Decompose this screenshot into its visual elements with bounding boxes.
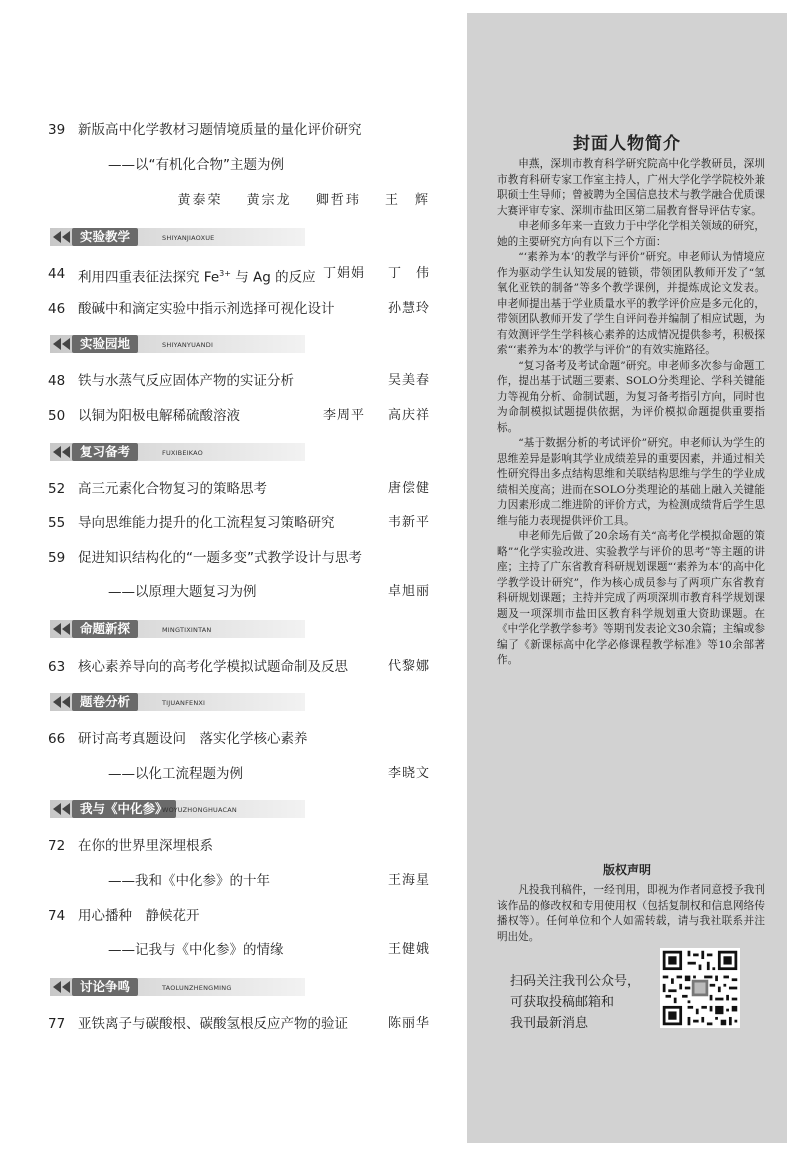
toc-entry-39[interactable] [0, 118, 460, 142]
author: 唐偿健 [387, 481, 430, 496]
toc-entry-48[interactable] [0, 369, 460, 393]
article-title: 用心播种 静候花开 [78, 908, 200, 924]
article-subtitle: ——以原理大题复习为例 [108, 584, 257, 600]
article-title: 导向思维能力提升的化工流程复习策略研究 [78, 515, 335, 531]
article-title: 以铜为阳极电解稀硫酸溶液 [78, 408, 240, 424]
page-number: 44 [48, 266, 66, 282]
author: 丁 伟 [387, 266, 430, 281]
section-header-woyu-zhonghuacan [50, 800, 305, 818]
article-title: 利用四重表征法探究 $Fe^{3+}$ 与 Ag 的反应 [78, 269, 316, 286]
author: 王健娥 [387, 942, 430, 957]
article-title: 新版高中化学教材习题情境质量的量化评价研究 [78, 122, 362, 138]
page-number: 50 [48, 408, 66, 424]
qr-caption: 扫码关注我刊公众号， 可获取投稿邮箱和 我刊最新消息 [510, 974, 641, 1031]
author: 卓旭丽 [387, 584, 430, 599]
page-number: 52 [48, 481, 66, 497]
section-label: 命题新探 [72, 620, 138, 638]
article-subtitle: ——以化工流程题为例 [108, 766, 243, 782]
toc-entry-63[interactable] [0, 655, 460, 679]
page-number: 48 [48, 373, 66, 389]
profile-paragraph: “复习备考及考试命题”研究。申老师多次参与命题工作，提出基于试题三要素、SOLO分类理论、学科关键能力等视角分析、命制试题，为复习备考指引方向，同时也为命制模拟试题提供依据，为评价模拟命题提供重要指标。 [497, 359, 765, 434]
page-number: 39 [48, 122, 66, 138]
toc-subtitle [0, 869, 460, 893]
profile-paragraph: “基于数据分析的考试评价”研究。申老师认为学生的思维差异是影响其学业成绩差异的重要因素，并通过相关性研究得出多点结构思维和关联结构思维与学生的学业成绩相关度高；进而在SOLO分类理论的基础上融入关键能力因素形成二维进阶的评价方式，为检测成绩背后学生思维与能力表现提供评价工具。 [497, 437, 765, 527]
double-arrow-left-icon [52, 981, 72, 993]
author: 王海星 [387, 873, 430, 888]
double-arrow-left-icon [52, 696, 72, 708]
page-number: 66 [48, 731, 66, 747]
section-label: 题卷分析 [72, 693, 138, 711]
article-subtitle: ——我和《中化参》的十年 [108, 873, 270, 889]
profile-paragraph: “‘素养为本’的教学与评价”研究。申老师认为情境应作为驱动学生认知发展的链锁，带领团队教师开发了“氢氧化亚铁的制备”等多个教学课例，并提炼成论文发表。申老师提出基于学业质量水平的教学评价应是多元化的，带领团队教师开发了学生自评问卷并编制了相应试题，为有效测评学生学科核心素养的达成情况提供参考，积极探索“‘素养为本’的教学与评价”的有效实施路径。 [497, 251, 765, 356]
author: 韦新平 [387, 515, 430, 530]
page-number: 63 [48, 659, 66, 675]
qr-code-icon[interactable] [660, 948, 740, 1028]
author: 黄泰荣 [177, 193, 223, 208]
section-label: 复习备考 [72, 443, 138, 461]
double-arrow-left-icon [52, 231, 72, 243]
double-arrow-left-icon [52, 338, 72, 350]
author: 陈丽华 [387, 1016, 430, 1031]
toc-entry-59[interactable] [0, 546, 460, 570]
toc-subtitle [0, 153, 460, 177]
section-label: 实验园地 [72, 335, 138, 353]
toc-entry-55[interactable] [0, 511, 460, 535]
section-header-shiyan-jiaoxue [50, 228, 305, 246]
profile-paragraph: 申老师多年来一直致力于中学化学相关领域的研究，她的主要研究方向有以下三个方面： [497, 220, 765, 248]
toc-subtitle [0, 580, 460, 604]
section-header-tijuan-fenxi [50, 693, 305, 711]
toc-entry-50[interactable] [0, 404, 460, 428]
author: 王 辉 [384, 193, 430, 208]
toc-entry-44[interactable] [0, 262, 460, 286]
section-pinyin: TAOLUNZHENGMING [162, 984, 232, 992]
profile-paragraph: 申老师先后做了20余场有关“高考化学模拟命题的策略”“化学实验改进、实验教学与评价的思考”等主题的讲座；主持了广东省教育科研规划课题“‘素养为本’的高中化学教学设计研究”，作为核心成员参与了两项广东省教育科研规划课题；主持并完成了两项深圳市教育科学规划课题及一项深圳市盐田区教育科学规划重大资助课题。在《中学化学教学参考》等期刊发表论文30余篇；主编或参编了《新课标高中化学必修课程教学标准》等10余部著作。 [497, 530, 765, 666]
toc-entry-46[interactable] [0, 297, 460, 321]
section-pinyin: WOYUZHONGHUACAN [162, 806, 237, 814]
page-number: 59 [48, 550, 66, 566]
article-subtitle: ——以“有机化合物”主题为例 [108, 157, 284, 173]
article-title: 铁与水蒸气反应固体产物的实证分析 [78, 373, 294, 389]
toc-entry-66[interactable] [0, 727, 460, 751]
author-list [160, 189, 430, 213]
author: 李周平 [322, 408, 365, 423]
section-pinyin: FUXIBEIKAO [162, 449, 203, 457]
cover-profile-panel [467, 13, 787, 1143]
section-pinyin: MINGTIXINTAN [162, 626, 212, 634]
profile-text [497, 157, 765, 669]
section-header-taolun-zhengming [50, 978, 305, 996]
toc-subtitle [0, 762, 460, 786]
toc-entry-77[interactable] [0, 1012, 460, 1036]
page-number: 46 [48, 301, 66, 317]
author: 孙慧玲 [387, 301, 430, 316]
article-title: 研讨高考真题设问 落实化学核心素养 [78, 731, 308, 747]
article-title: 促进知识结构化的“一题多变”式教学设计与思考 [78, 550, 362, 566]
section-pinyin: TIJUANFENXI [162, 699, 206, 707]
section-label: 我与《中化参》 [72, 800, 176, 818]
toc-entry-72[interactable] [0, 834, 460, 858]
author: 黄宗龙 [246, 193, 292, 208]
profile-paragraph: 申燕，深圳市教育科学研究院高中化学教研员，深圳市教育科研专家工作室主持人，广州大学化学学院校外兼职硕士生导师；曾被聘为全国信息技术与教学融合优质课大赛评审专家、深圳市盐田区第二届教育督导评估专家。 [497, 158, 765, 217]
page-number: 72 [48, 838, 66, 854]
copyright-title: 版权声明 [602, 863, 651, 877]
toc-authors [0, 189, 460, 213]
section-label: 实验教学 [72, 228, 138, 246]
section-header-shiyan-yuandi [50, 335, 305, 353]
toc-subtitle [0, 938, 460, 962]
article-title: 高三元素化合物复习的策略思考 [78, 481, 267, 497]
article-subtitle: ——记我与《中化参》的情缘 [108, 942, 284, 958]
author: 吴美春 [387, 373, 430, 388]
author: 高庆祥 [387, 408, 430, 423]
author: 丁娟娟 [322, 266, 365, 281]
panel-title: 封面人物简介 [573, 134, 681, 154]
double-arrow-left-icon [52, 803, 72, 815]
section-pinyin: SHIYANJIAOXUE [162, 234, 215, 242]
double-arrow-left-icon [52, 446, 72, 458]
article-title: 亚铁离子与碳酸根、碳酸氢根反应产物的验证 [78, 1016, 348, 1032]
copyright-text: 凡投我刊稿件，一经刊用，即视为作者同意授予我刊该作品的修改权和专用使用权（包括复制权和信息网络传播权等）。任何单位和个人如需转载，请与我社联系并注明出处。 [497, 884, 765, 943]
section-label: 讨论争鸣 [72, 978, 138, 996]
section-header-fuxi-beikao [50, 443, 305, 461]
article-title: 核心素养导向的高考化学模拟试题命制及反思 [78, 659, 348, 675]
page-number: 74 [48, 908, 66, 924]
author: 卿哲玮 [315, 193, 361, 208]
page-number: 77 [48, 1016, 66, 1032]
author: 李晓文 [387, 766, 430, 781]
article-title: 在你的世界里深埋根系 [78, 838, 213, 854]
page-number: 55 [48, 515, 66, 531]
toc-entry-52[interactable] [0, 477, 460, 501]
toc-entry-74[interactable] [0, 904, 460, 928]
article-title: 酸碱中和滴定实验中指示剂选择可视化设计 [78, 301, 335, 317]
author: 代黎娜 [387, 659, 430, 674]
double-arrow-left-icon [52, 623, 72, 635]
section-pinyin: SHIYANYUANDI [162, 341, 214, 349]
section-header-mingti-xintan [50, 620, 305, 638]
